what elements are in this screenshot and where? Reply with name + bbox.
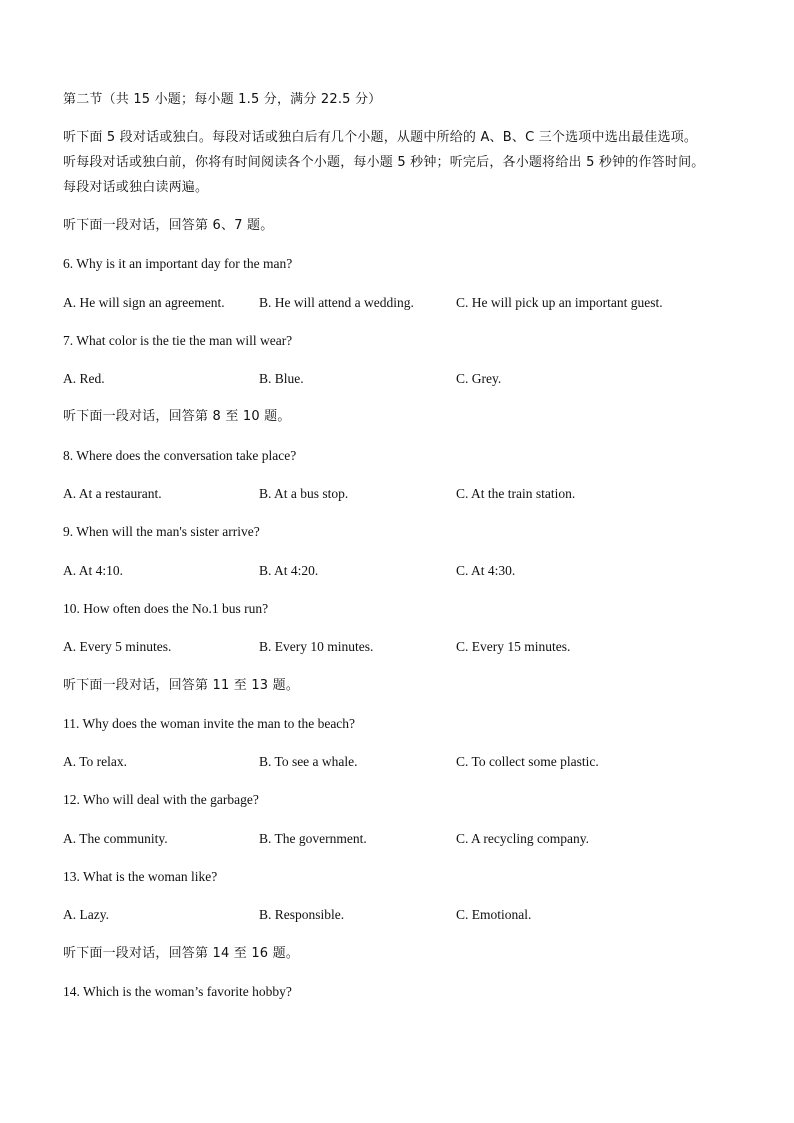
instructions-line-1: 听下面 5 段对话或独白。每段对话或独白后有几个小题，从题中所给的 A、B、C 三个选项中选出最佳选项。 — [63, 130, 698, 145]
question-6-option-a[interactable]: A. He will sign an agreement. — [63, 295, 225, 310]
group-header-8-10: 听下面一段对话，回答第 8 至 10 题。 — [63, 409, 291, 424]
group-header-14-16: 听下面一段对话，回答第 14 至 16 题。 — [63, 946, 300, 961]
question-8-option-c[interactable]: C. At the train station. — [456, 486, 576, 501]
question-11-option-c[interactable]: C. To collect some plastic. — [456, 754, 599, 769]
question-9-option-c[interactable]: C. At 4:30. — [456, 563, 516, 578]
question-13-stem: 13. What is the woman like? — [63, 869, 218, 884]
question-6-option-c[interactable]: C. He will pick up an important guest. — [456, 295, 663, 310]
question-14-stem: 14. Which is the woman’s favorite hobby? — [63, 984, 292, 999]
question-7-option-a[interactable]: A. Red. — [63, 371, 105, 386]
instructions-line-2: 听每段对话或独白前，你将有时间阅读各个小题，每小题 5 秒钟；听完后，各小题将给出 5 秒钟的作答时间。 — [63, 155, 705, 170]
question-11-option-a[interactable]: A. To relax. — [63, 754, 128, 769]
question-10-option-c[interactable]: C. Every 15 minutes. — [456, 639, 571, 654]
question-8-option-a[interactable]: A. At a restaurant. — [63, 486, 162, 501]
question-8-option-b[interactable]: B. At a bus stop. — [259, 486, 349, 501]
instructions-line-3: 每段对话或独白读两遍。 — [63, 180, 209, 195]
question-9-option-b[interactable]: B. At 4:20. — [259, 563, 319, 578]
question-8-stem: 8. Where does the conversation take place? — [63, 448, 297, 463]
question-6-stem: 6. Why is it an important day for the man? — [63, 256, 293, 271]
question-11-stem: 11. Why does the woman invite the man to the beach? — [63, 716, 356, 731]
question-13-option-b[interactable]: B. Responsible. — [259, 907, 345, 922]
question-12-option-c[interactable]: C. A recycling company. — [456, 831, 589, 846]
question-9-option-a[interactable]: A. At 4:10. — [63, 563, 124, 578]
question-12-option-b[interactable]: B. The government. — [259, 831, 367, 846]
group-header-11-13: 听下面一段对话，回答第 11 至 13 题。 — [63, 678, 300, 693]
question-10-option-b[interactable]: B. Every 10 minutes. — [259, 639, 374, 654]
question-11-option-b[interactable]: B. To see a whale. — [259, 754, 358, 769]
question-7-option-c[interactable]: C. Grey. — [456, 371, 502, 386]
section-title: 第二节（共 15 小题；每小题 1.5 分，满分 22.5 分） — [63, 92, 382, 107]
group-header-6-7: 听下面一段对话，回答第 6、7 题。 — [63, 218, 274, 233]
question-12-option-a[interactable]: A. The community. — [63, 831, 168, 846]
question-7-option-b[interactable]: B. Blue. — [259, 371, 304, 386]
question-6-option-b[interactable]: B. He will attend a wedding. — [259, 295, 414, 310]
question-9-stem: 9. When will the man's sister arrive? — [63, 524, 260, 539]
question-12-stem: 12. Who will deal with the garbage? — [63, 792, 259, 807]
question-10-option-a[interactable]: A. Every 5 minutes. — [63, 639, 172, 654]
question-10-stem: 10. How often does the No.1 bus run? — [63, 601, 269, 616]
question-13-option-a[interactable]: A. Lazy. — [63, 907, 109, 922]
question-13-option-c[interactable]: C. Emotional. — [456, 907, 532, 922]
question-7-stem: 7. What color is the tie the man will wear? — [63, 333, 293, 348]
